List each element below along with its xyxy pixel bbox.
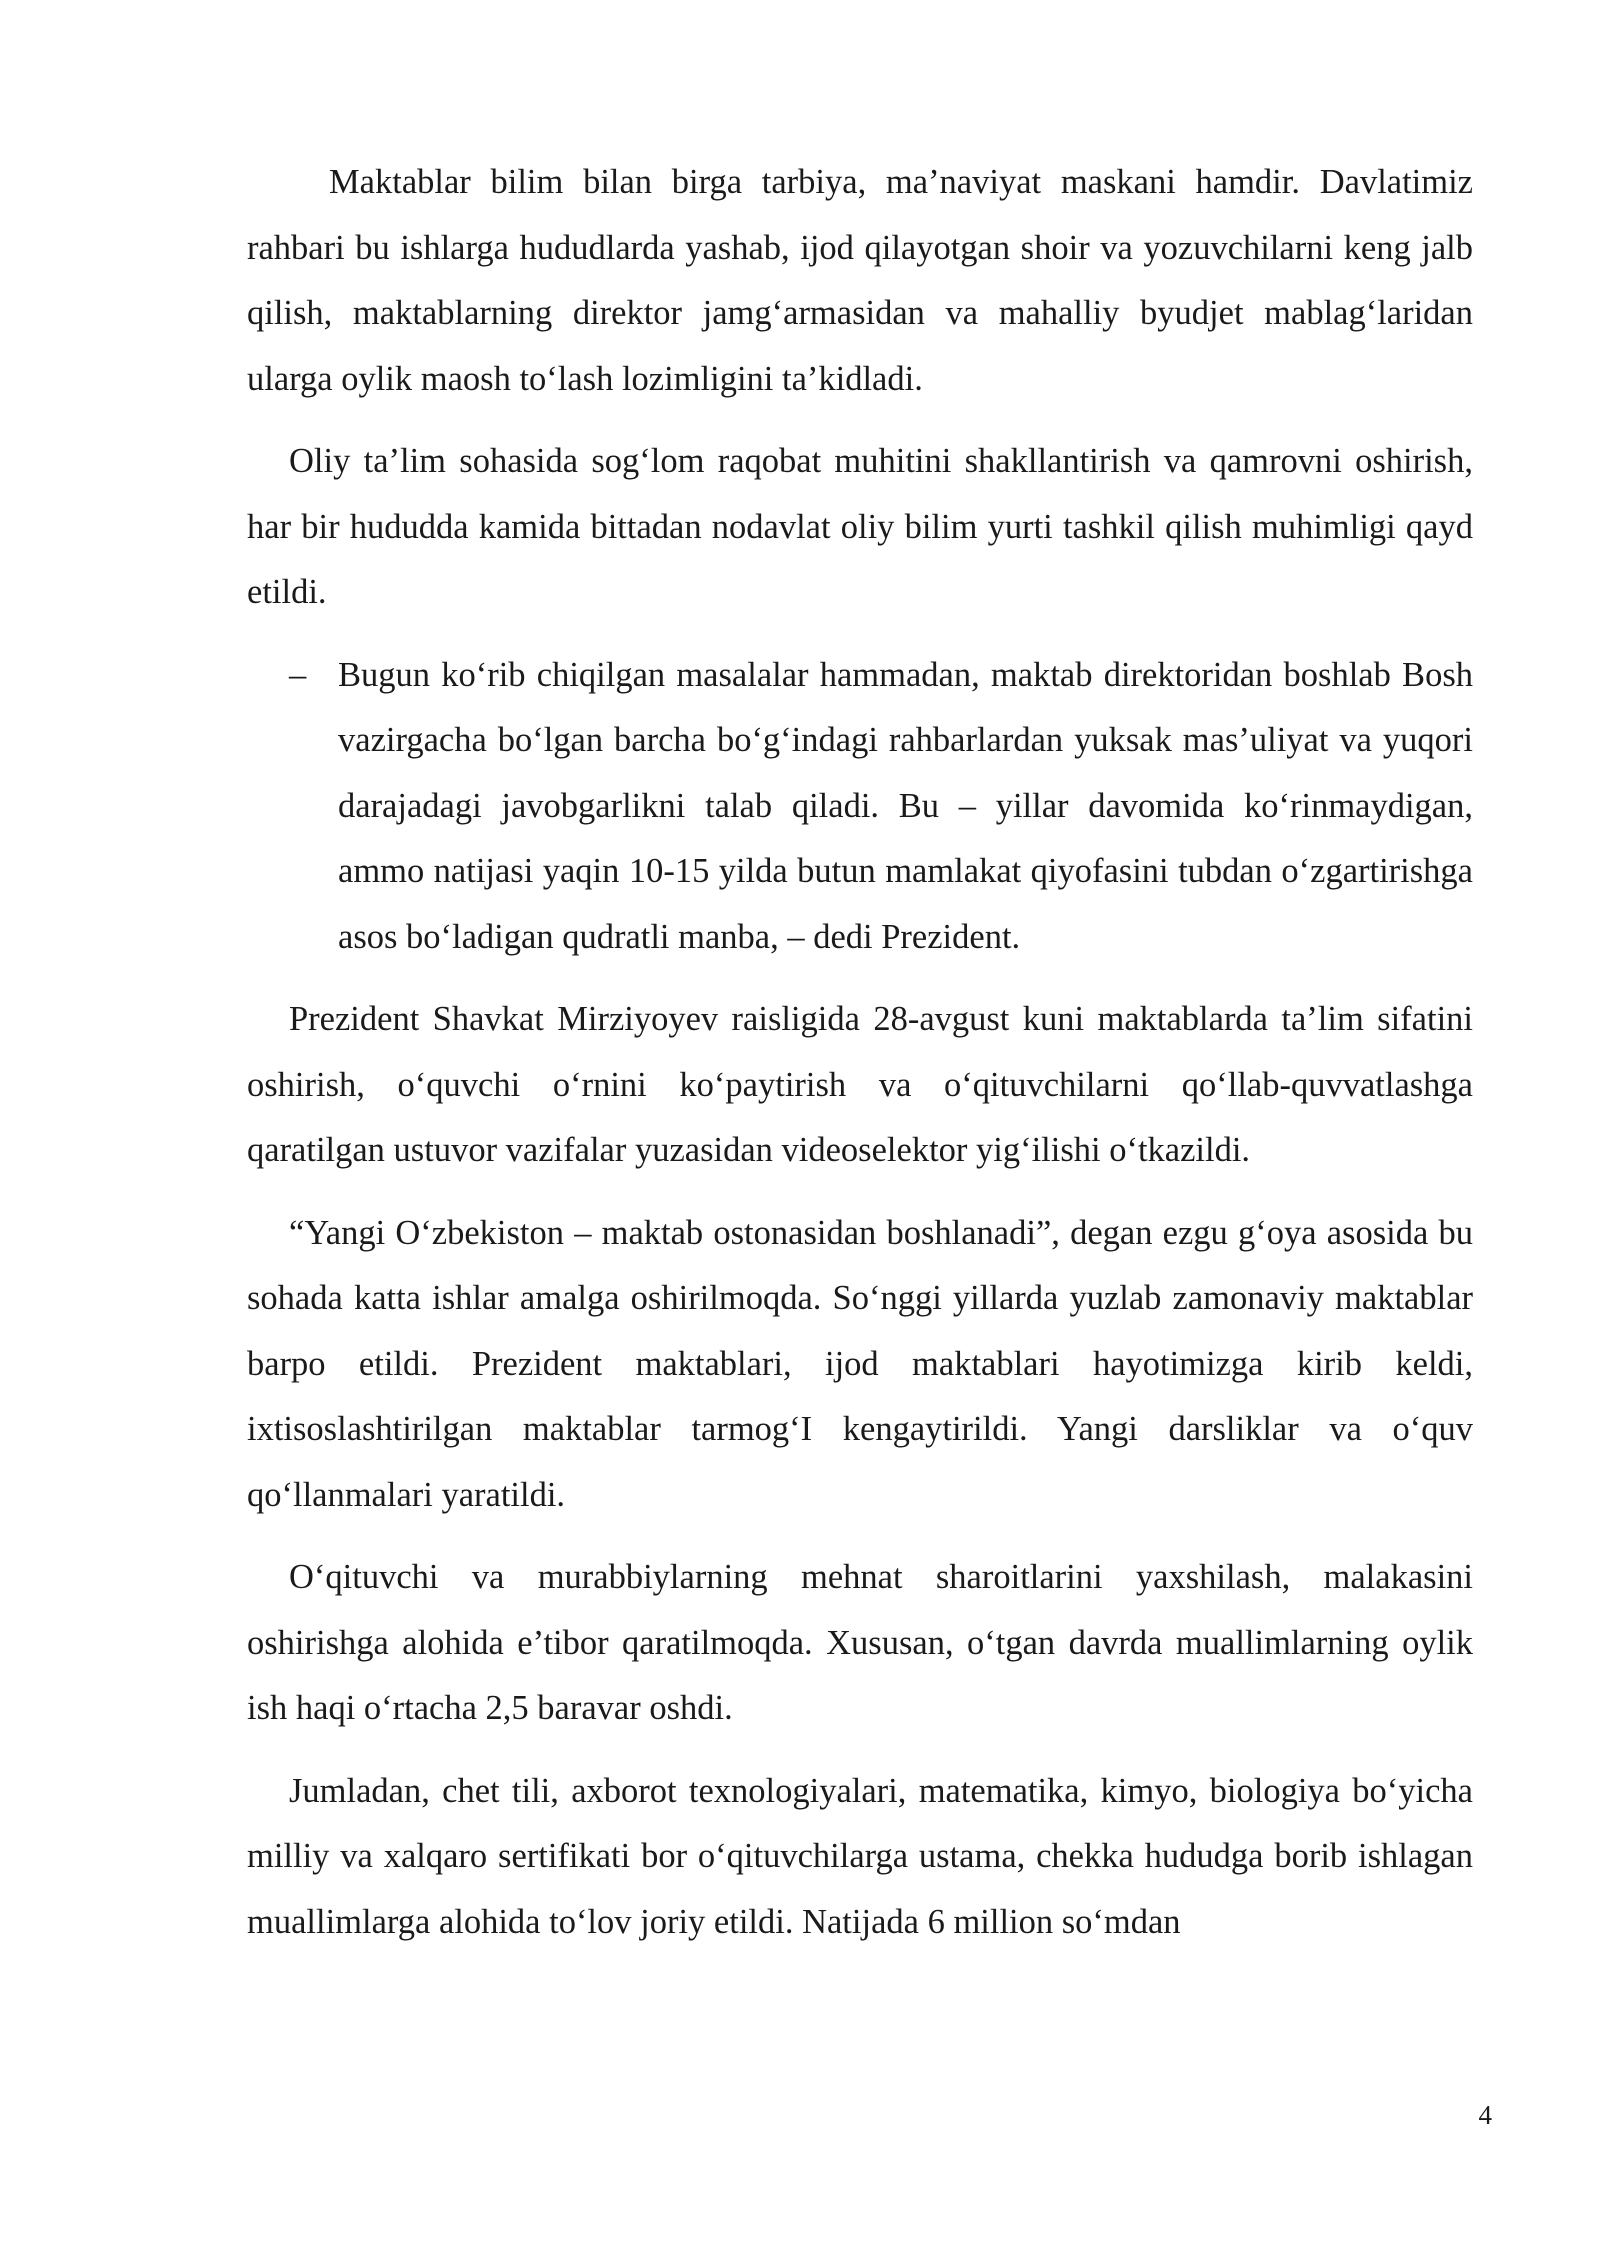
paragraph: O‘qituvchi va murabbiylarning mehnat sharoitlarini yaxshilash, malakasini oshirishga alohida e’tibor qaratilmoqda. Xususan, o‘tgan davrda muallimlarning oylik ish haqi o‘rtacha 2,5 baravar oshdi.: [247, 1558, 1473, 1727]
paragraph: Oliy ta’lim sohasida sog‘lom raqobat muhitini shakllantirish va qamrovni oshirish, har bir hududda kamida bittadan nodavlat oliy bilim yurti tashkil qilish muhimligi qayd etildi.: [247, 442, 1473, 611]
list-dash: –: [289, 655, 307, 694]
paragraph: Maktablar bilim bilan birga tarbiya, ma’naviyat maskani hamdir. Davlatimiz rahbari bu ishlarga hududlarda yashab, ijod qilayotgan shoir va yozuvchilarni keng jalb qilish, maktablarning direktor jamg‘armasidan va mahalliy byudjet mablag‘laridan ularga oylik maosh to‘lash lozimligini ta’kidladi.: [247, 163, 1473, 398]
paragraph: “Yangi O‘zbekiston – maktab ostonasidan boshlanadi”, degan ezgu g‘oya asosida bu sohada katta ishlar amalga oshirilmoqda. So‘nggi yillarda yuzlab zamonaviy maktablar barpo etildi. Prezident maktablari, ijod maktablari hayotimizga kirib keldi, ixtisoslashtirilgan maktablar tarmog‘I kengaytirildi. Yangi darsliklar va o‘quv qo‘llanmalari yaratildi.: [247, 1213, 1473, 1514]
document-page: [247, 150, 1473, 1972]
page-number: 4: [1478, 2100, 1492, 2130]
paragraph: Prezident Shavkat Mirziyoyev raisligida 28-avgust kuni maktablarda ta’lim sifatini oshirish, o‘quvchi o‘rnini ko‘paytirish va o‘qituvchilarni qo‘llab-quvvatlashga qaratilgan ustuvor vazifalar yuzasidan videoselektor yig‘ilishi o‘tkazildi.: [247, 1000, 1473, 1169]
quote-list-item: [247, 643, 1473, 971]
paragraph: Jumladan, chet tili, axborot texnologiyalari, matematika, kimyo, biologiya bo‘yicha milliy va xalqaro sertifikati bor o‘qituvchilarga ustama, chekka hududga borib ishlagan muallimlarga alohida to‘lov joriy etildi. Natijada 6 million so‘mdan: [247, 1771, 1473, 1941]
quote-text: Bugun ko‘rib chiqilgan masalalar hammadan, maktab direktoridan boshlab Bosh vazirgacha bo‘lgan barcha bo‘g‘indagi rahbarlardan yuksak mas’uliyat va yuqori darajadagi javobgarlikni talab qiladi. Bu – yillar davomida ko‘rinmaydigan, ammo natijasi yaqin 10-15 yilda butun mamlakat qiyofasini tubdan o‘zgartirishga asos bo‘ladigan qudratli manba, – dedi Prezident.: [338, 655, 1473, 956]
